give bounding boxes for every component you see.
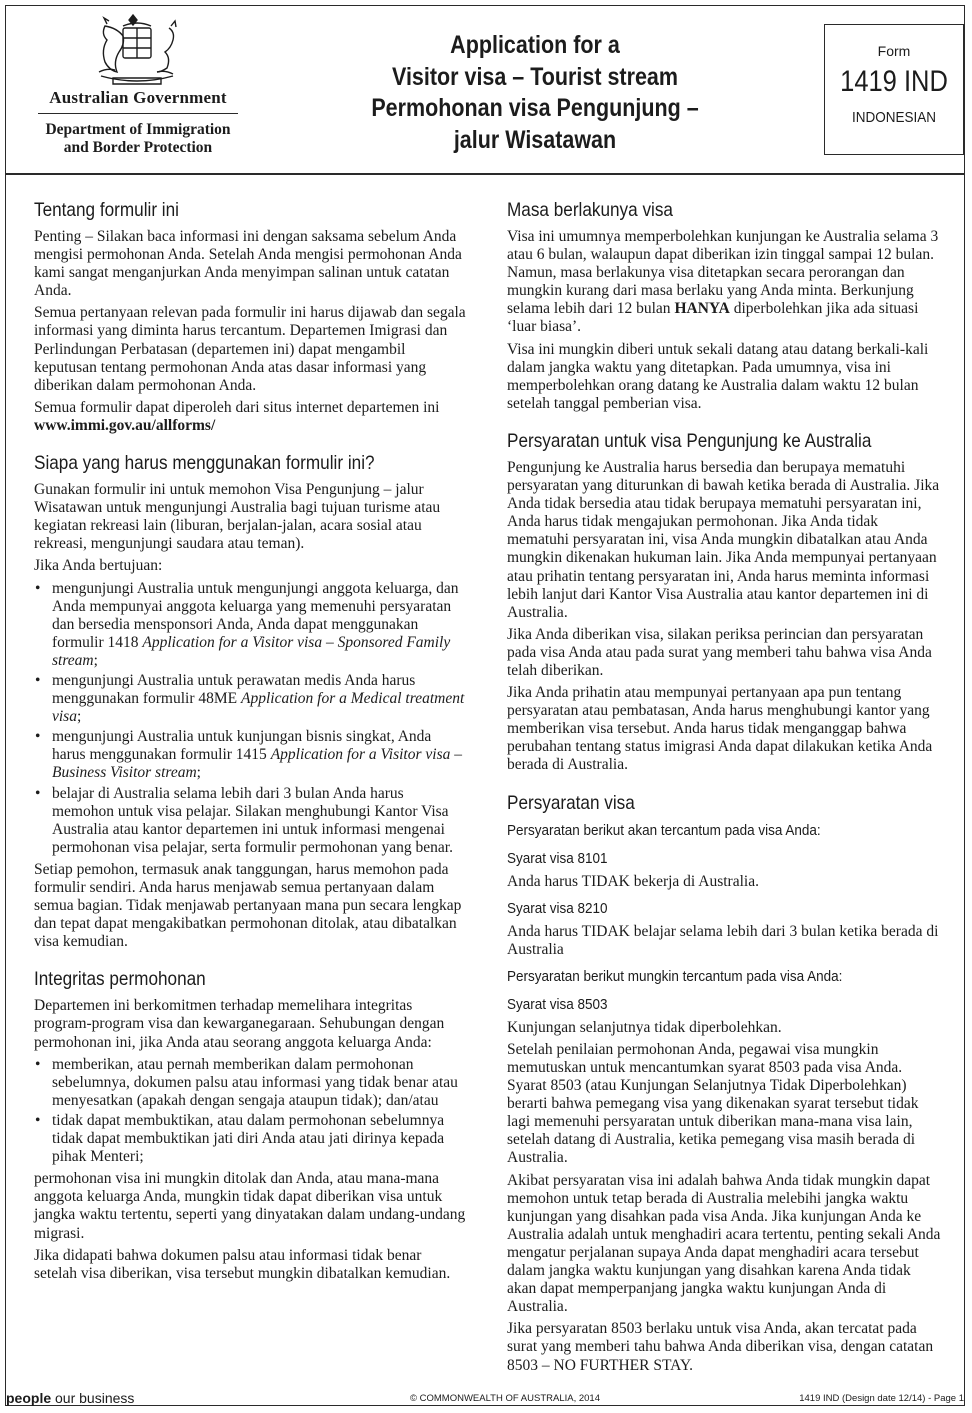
spacer: [507, 779, 941, 791]
footer-slogan: [6, 1390, 134, 1406]
form-name: Application for a Visitor visa – Sponsored Family stream: [52, 633, 451, 669]
list-item: • memberikan, atau pernah memberikan dalam permohonan sebelumnya, dokumen palsu atau informasi yang tidak benar atau menyesatkan (apakah dengan sengaja ataupun tidak); dan/atau: [34, 1056, 468, 1110]
paragraph: Penting – Silakan baca informasi ini dengan saksama sebelum Anda mengisi permohonan Anda. Setelah Anda mengisi permohonan Anda kami sangat menganjurkan Anda menyimpan salinan untuk catatan Anda.: [34, 228, 462, 300]
government-name: Australian Government: [49, 88, 227, 107]
form-label: Form: [877, 43, 911, 59]
paragraph: Departemen ini berkomitmen terhadap memelihara integritas program-program visa dan kewarganegaraan. Sehubungan dengan permohonan ini, jika Anda atau seorang anggota keluarga Anda:: [34, 997, 445, 1051]
spacer: [507, 417, 941, 429]
paragraph: Setelah penilaian permohonan Anda, pegawai visa mungkin memutuskan untuk mencantumkan syarat 8503 pada visa Anda. Syarat 8503 (atau Kunjungan Selanjutnya Tidak Diperbolehkan) berarti bahwa pemegang visa yang dikenakan syarat tersebut tidak lagi memenuhi persyaratan untuk diberikan mana-mana visa lain, setelah datang di Australia, ketika pemegang visa masih berada di Australia.: [507, 1040, 919, 1167]
paragraph: Semua pertanyaan relevan pada formulir ini harus dijawab dan segala informasi yang diminta harus tercantum. Departemen Imigrasi dan Perlindungan Perbatasan (departemen ini) dapat mengambil keputusan tentang permohonan Anda atas dasar informasi yang diberikan dalam permohonan Anda.: [34, 304, 466, 394]
list-item: • mengunjungi Australia untuk perawatan medis Anda harus menggunakan formulir 48ME Application for a Medical treatment visa;: [34, 672, 468, 726]
section-title-who-uses: Siapa yang harus menggunakan formulir ini?: [34, 452, 375, 475]
list-item-text: mengunjungi Australia untuk kunjungan bisnis singkat, Anda harus menggunakan formulir 1415: [52, 728, 432, 764]
slogan-rest: our business: [55, 1390, 135, 1406]
list-item: • mengunjungi Australia untuk kunjungan bisnis singkat, Anda harus menggunakan formulir 1415 Application for a Visitor visa – Business Visitor stream;: [34, 728, 468, 782]
section-title-requirements: Persyaratan untuk visa Pengunjung ke Australia: [507, 429, 872, 452]
form-number-box: [824, 24, 964, 155]
paragraph: [507, 228, 941, 337]
purpose-list: [34, 580, 468, 857]
subheading: Persyaratan berikut mungkin tercantum pada visa Anda:: [507, 967, 843, 985]
section-title-validity: Masa berlakunya visa: [507, 199, 673, 221]
list-item: • tidak dapat membuktikan, atau dalam permohonan sebelumnya tidak dapat membuktikan jati diri Anda atau jati dirinya kepada pihak Menteri;: [34, 1112, 468, 1166]
title-line-2: Visitor visa – Tourist stream: [391, 62, 678, 91]
paragraph: Jika didapati bahwa dokumen palsu atau informasi tidak benar setelah visa diberikan, visa tersebut mungkin dibatalkan kemudian.: [34, 1246, 451, 1282]
paragraph: permohonan visa ini mungkin ditolak dan Anda, atau mana-mana anggota keluarga Anda, mungkin tidak dapat diberikan visa untuk jangka waktu tertentu, seperti yang dinyatakan dalam undang-undang migrasi.: [34, 1170, 466, 1242]
paragraph-text: diperbolehkan jika ada situasi ‘luar biasa’.: [507, 300, 919, 336]
department-line-1: Department of Immigration: [45, 121, 231, 138]
subheading: Persyaratan berikut akan tercantum pada visa Anda:: [507, 821, 821, 839]
condition-title: Syarat visa 8210: [507, 899, 608, 917]
list-item-text: mengunjungi Australia untuk perawatan medis Anda harus menggunakan formulir 48ME: [52, 671, 416, 708]
list-item: • mengunjungi Australia untuk mengunjungi anggota keluarga, dan Anda mempunyai anggota keluarga yang memenuhi persyaratan dan bersedia mensponsori Anda, Anda dapat menggunakan formulir 1418 Application for a Visitor visa – Sponsored Family stream;: [34, 580, 468, 670]
paragraph-forms-url: [34, 399, 468, 435]
title-line-3: Permohonan visa Pengunjung –: [371, 94, 699, 122]
footer-page-info: 1419 IND (Design date 12/14) - Page 1: [799, 1393, 964, 1404]
paragraph: Visa ini mungkin diberi untuk sekali datang atau datang berkali-kali dalam jangka waktu yang ditetapkan. Pada umumnya, visa ini memperbolehkan orang datang ke Australia dalam waktu 12 bulan setelah tanggal pemberian visa.: [507, 340, 929, 412]
condition-title: Syarat visa 8101: [507, 849, 608, 867]
spacer: [34, 439, 468, 451]
header-divider: [5, 173, 965, 175]
form-name: Application for a Visitor visa – Business Visitor stream: [52, 746, 462, 782]
page-footer: [6, 1390, 966, 1406]
integrity-list: [34, 1056, 468, 1167]
department-line-2: and Border Protection: [63, 139, 213, 156]
spacer: [34, 955, 468, 967]
left-column: [34, 198, 468, 1287]
paragraph: Setiap pemohon, termasuk anak tanggungan, harus memohon pada formulir sendiri. Anda harus menjawab semua pertanyaan dalam semua bagian. Tidak menjawab pertanyaan mana pun secara lengkap dan tepat dapat mengakibatkan permohonan ditolak, atau dibatalkan visa kemudian.: [34, 860, 462, 951]
paragraph-text: Semua formulir dapat diperoleh dari situs internet departemen ini: [34, 398, 440, 416]
paragraph: Jika Anda bertujuan:: [34, 557, 163, 575]
branding-divider: [38, 113, 238, 114]
forms-url-link[interactable]: www.immi.gov.au/allforms/: [34, 416, 216, 434]
slogan-bold: people: [6, 1390, 52, 1406]
paragraph: Jika persyaratan 8503 berlaku untuk visa Anda, akan tercatat pada surat yang memberi tahu bahwa Anda diberikan visa, dengan catatan 8503 – NO FURTHER STAY.: [507, 1320, 934, 1374]
condition-title: Syarat visa 8503: [507, 995, 608, 1013]
section-title-about-form: Tentang formulir ini: [34, 199, 179, 221]
list-item: • belajar di Australia selama lebih dari 3 bulan Anda harus memohon untuk visa pelajar. Silakan menghubungi Kantor Visa Australia atau kantor departemen ini untuk informasi mengenai permohonan visa pelajar, serta formulir permohonan yang benar.: [34, 785, 468, 857]
title-line-1: Application for a: [450, 31, 620, 59]
form-number: 1419 IND: [840, 65, 948, 98]
section-title-integrity: Integritas permohonan: [34, 968, 206, 991]
coat-of-arms-logo: [85, 12, 189, 90]
paragraph-text: Visa ini umumnya memperbolehkan kunjungan ke Australia selama 3 atau 6 bulan, walaupun dapat diberikan izin tinggal sampai 12 bulan. Namun, masa berlakunya visa ditetapkan secara perorangan dan mungkin kurang dari masa berlaku yang Anda minta. Berkunjung selama lebih dari 12 bulan: [507, 228, 939, 318]
paragraph: Anda harus TIDAK belajar selama lebih dari 3 bulan ketika berada di Australia: [507, 922, 939, 958]
form-title: [359, 30, 712, 156]
paragraph: Gunakan formulir ini untuk memohon Visa Pengunjung – jalur Wisatawan untuk mengunjungi Australia bagi tujuan turisme atau kegiatan rekreasi lain (liburan, berjalan-jalan, acara sosial atau rekreasi, mengunjungi saudara atau teman).: [34, 481, 441, 553]
section-title-visa-conditions: Persyaratan visa: [507, 791, 635, 814]
paragraph: Pengunjung ke Australia harus bersedia dan berupaya mematuhi persyaratan yang diturunkan di bawah ketika berada di Australia. Jika Anda tidak bersedia atau tidak berupaya mematuhi persyaratan ini, Anda harus tidak mengajukan permohonan. Jika Anda tidak mematuhi persyaratan ini, visa Anda mungkin dibatalkan atau Anda mungkin dikenakan hukuman lain. Jika Anda mempunyai pertanyaan atau prihatin tentang persyaratan ini, Anda harus meminta informasi lebih lanjut dari Kantor Visa Australia atau kantor departemen ini di Australia.: [507, 458, 940, 621]
paragraph: Akibat persyaratan visa ini adalah bahwa Anda tidak mungkin dapat memohon untuk tetap berada di Australia melebihi jangka waktu kunjungan yang disahkan pada visa Anda. Jika kunjungan Anda ke Australia adalah untuk menghadiri acara tertentu, penting sekali Anda mengatur perjalanan supaya Anda dapat menghadiri acara tersebut dalam jangka waktu kunjungan yang disahkan karena Anda tidak akan dapat memperpanjang jangka waktu kunjungan Anda di Australia.: [507, 1171, 941, 1316]
title-line-4: jalur Wisatawan: [453, 125, 617, 154]
form-name: Application for a Medical treatment visa: [52, 690, 465, 726]
government-branding: [20, 88, 256, 157]
right-column: [507, 198, 941, 1379]
paragraph: Kunjungan selanjutnya tidak diperbolehkan.: [507, 1018, 782, 1036]
paragraph: Jika Anda diberikan visa, silakan periksa perincian dan persyaratan pada visa Anda atau pada surat yang memberi tahu bahwa visa Anda telah diberikan.: [507, 625, 932, 679]
emphasis: HANYA: [674, 300, 730, 318]
footer-copyright: © COMMONWEALTH OF AUSTRALIA, 2014: [410, 1393, 600, 1404]
list-item-text: mengunjungi Australia untuk mengunjungi anggota keluarga, dan Anda mempunyai anggota keluarga yang memenuhi persyaratan dan bersedia mensponsori Anda, Anda dapat menggunakan formulir 1418: [52, 579, 459, 651]
paragraph: Jika Anda prihatin atau mempunyai pertanyaan apa pun tentang persyaratan atau pembatasan, Anda harus menghubungi kantor yang memberikan visa tersebut. Anda harus tidak menganggap bahwa perubahan tentang status imigrasi Anda dapat dilakukan ketika Anda berada di Australia.: [507, 684, 933, 774]
form-language: INDONESIAN: [851, 109, 937, 126]
paragraph: Anda harus TIDAK bekerja di Australia.: [507, 872, 759, 890]
